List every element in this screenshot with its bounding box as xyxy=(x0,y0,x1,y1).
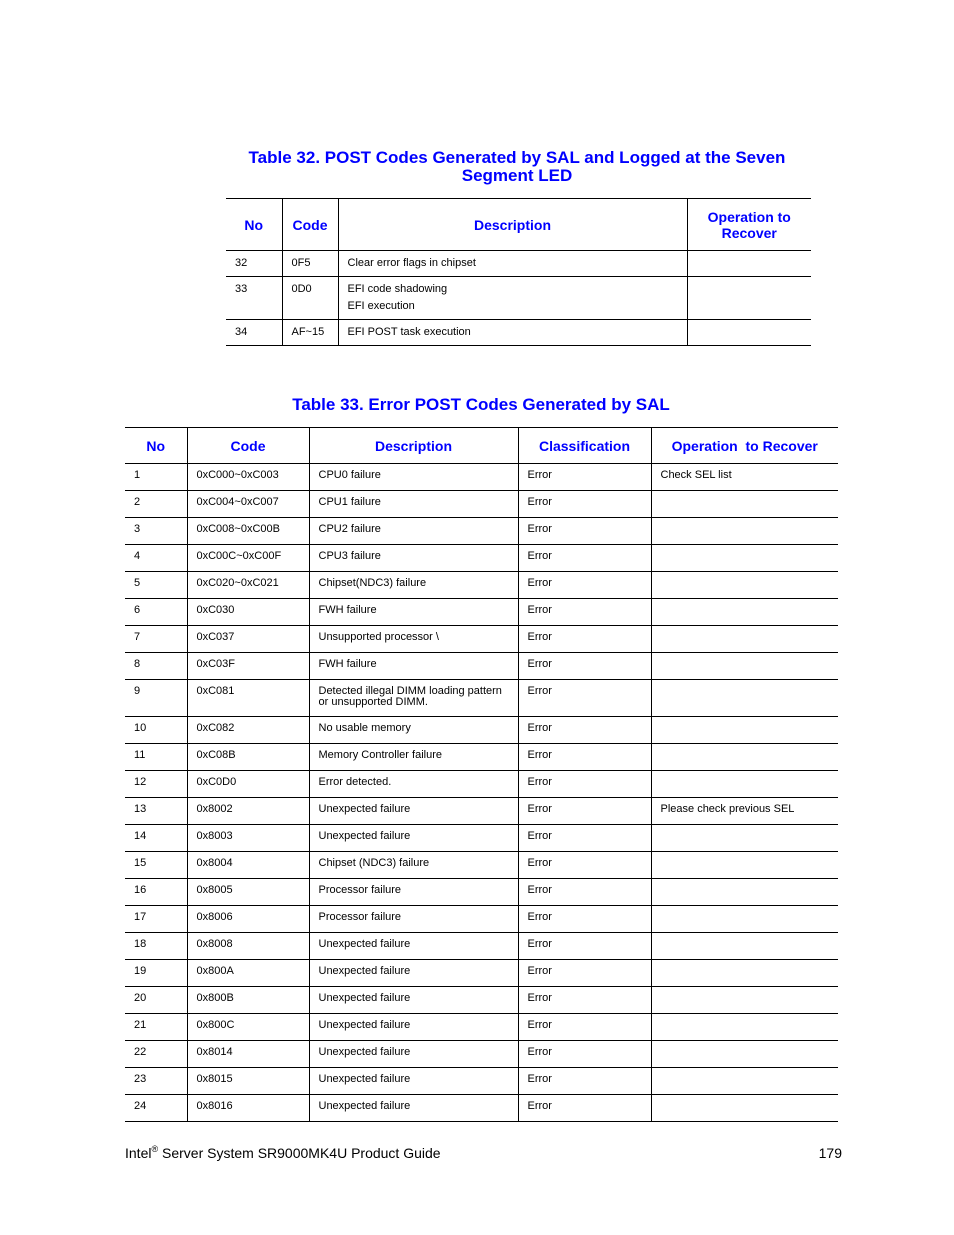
cell-code: 0x8015 xyxy=(187,1068,309,1095)
footer-brand: Intel xyxy=(125,1145,152,1161)
table-row xyxy=(125,1095,838,1122)
cell-code: 0xC037 xyxy=(187,626,309,653)
cell-no: 21 xyxy=(125,1014,187,1041)
cell-classification: Error xyxy=(518,744,651,771)
cell-operation xyxy=(651,771,838,798)
cell-operation xyxy=(651,491,838,518)
cell-description: Error detected. xyxy=(309,771,518,798)
table-33-header-description: Description xyxy=(309,428,518,464)
cell-operation xyxy=(651,960,838,987)
cell-operation xyxy=(651,744,838,771)
cell-description: CPU1 failure xyxy=(309,491,518,518)
table-33-header-row xyxy=(125,428,838,464)
cell-no: 13 xyxy=(125,798,187,825)
cell-classification: Error xyxy=(518,717,651,744)
cell-classification: Error xyxy=(518,545,651,572)
cell-code: 0D0 xyxy=(282,277,338,320)
cell-no: 34 xyxy=(226,320,282,346)
table-row xyxy=(125,1014,838,1041)
page-number: 179 xyxy=(818,1145,842,1161)
cell-description: Processor failure xyxy=(309,879,518,906)
table-row xyxy=(125,680,838,717)
cell-operation xyxy=(651,1041,838,1068)
cell-description: FWH failure xyxy=(309,653,518,680)
description-line: EFI code shadowing xyxy=(347,283,448,295)
cell-description: Unexpected failure xyxy=(309,1068,518,1095)
cell-code: 0xC030 xyxy=(187,599,309,626)
cell-no: 15 xyxy=(125,852,187,879)
cell-code: 0xC000~0xC003 xyxy=(187,464,309,491)
cell-code: 0x8008 xyxy=(187,933,309,960)
cell-operation: Please check previous SEL xyxy=(651,798,838,825)
cell-no: 5 xyxy=(125,572,187,599)
table-row xyxy=(125,798,838,825)
cell-no: 17 xyxy=(125,906,187,933)
table-row xyxy=(125,653,838,680)
cell-description: Chipset (NDC3) failure xyxy=(309,852,518,879)
cell-classification: Error xyxy=(518,653,651,680)
cell-code: 0xC03F xyxy=(187,653,309,680)
cell-code: 0xC004~0xC007 xyxy=(187,491,309,518)
table-row xyxy=(125,744,838,771)
table-32-title xyxy=(40,149,954,185)
cell-code: 0x8004 xyxy=(187,852,309,879)
cell-code: 0x800A xyxy=(187,960,309,987)
cell-no: 33 xyxy=(226,277,282,320)
cell-operation xyxy=(651,599,838,626)
cell-code: 0xC008~0xC00B xyxy=(187,518,309,545)
cell-classification: Error xyxy=(518,626,651,653)
table-32-body xyxy=(226,251,811,346)
table-33-header-no: No xyxy=(125,428,187,464)
cell-code: 0x8003 xyxy=(187,825,309,852)
cell-no: 11 xyxy=(125,744,187,771)
cell-description: Unexpected failure xyxy=(309,933,518,960)
table-row xyxy=(226,277,811,320)
table-row xyxy=(125,464,838,491)
cell-no: 18 xyxy=(125,933,187,960)
cell-description xyxy=(338,277,687,320)
table-32 xyxy=(226,198,811,346)
table-row xyxy=(125,599,838,626)
cell-classification: Error xyxy=(518,798,651,825)
table-row xyxy=(125,825,838,852)
cell-classification: Error xyxy=(518,464,651,491)
cell-code: 0x8005 xyxy=(187,879,309,906)
cell-no: 12 xyxy=(125,771,187,798)
cell-no: 14 xyxy=(125,825,187,852)
cell-operation xyxy=(651,680,838,717)
cell-description: Chipset(NDC3) failure xyxy=(309,572,518,599)
table-33 xyxy=(125,427,838,1122)
cell-no: 2 xyxy=(125,491,187,518)
footer-title: Server System SR9000MK4U Product Guide xyxy=(158,1145,441,1161)
footer-document-title xyxy=(125,1144,441,1162)
table-row xyxy=(125,960,838,987)
cell-classification: Error xyxy=(518,1041,651,1068)
cell-operation xyxy=(651,572,838,599)
cell-description xyxy=(338,251,687,277)
cell-operation xyxy=(651,825,838,852)
table-row xyxy=(125,518,838,545)
description-line: EFI execution xyxy=(347,300,415,312)
cell-operation xyxy=(651,879,838,906)
cell-code: 0xC020~0xC021 xyxy=(187,572,309,599)
cell-no: 8 xyxy=(125,653,187,680)
table-row xyxy=(226,320,811,346)
cell-classification: Error xyxy=(518,1095,651,1122)
table-32-header-operation-line1: Operation to xyxy=(707,208,791,225)
table-33-header-code: Code xyxy=(187,428,309,464)
cell-classification: Error xyxy=(518,960,651,987)
table-32-header-operation-line2: Recover xyxy=(721,224,777,241)
table-32-header-row xyxy=(226,199,811,251)
table-33-body xyxy=(125,464,838,1122)
registered-mark: ® xyxy=(151,1144,159,1154)
cell-operation xyxy=(651,518,838,545)
cell-no: 4 xyxy=(125,545,187,572)
cell-code: 0xC082 xyxy=(187,717,309,744)
cell-operation xyxy=(651,906,838,933)
cell-code: 0xC0D0 xyxy=(187,771,309,798)
cell-no: 22 xyxy=(125,1041,187,1068)
cell-no: 1 xyxy=(125,464,187,491)
cell-description: Memory Controller failure xyxy=(309,744,518,771)
cell-description: Detected illegal DIMM loading pattern or unsupported DIMM. xyxy=(309,680,518,717)
cell-classification: Error xyxy=(518,491,651,518)
cell-no: 10 xyxy=(125,717,187,744)
table-33-header-classification: Classification xyxy=(518,428,651,464)
table-32-title-line1: Table 32. POST Codes Generated by SAL and Logged at the Seven xyxy=(248,148,786,167)
table-row xyxy=(125,1041,838,1068)
cell-operation xyxy=(651,653,838,680)
cell-classification: Error xyxy=(518,933,651,960)
table-32-header-description: Description xyxy=(338,199,687,251)
cell-no: 19 xyxy=(125,960,187,987)
cell-description: CPU3 failure xyxy=(309,545,518,572)
table-33-header-operation: Operation to Recover xyxy=(651,428,838,464)
cell-code: AF~15 xyxy=(282,320,338,346)
cell-operation: Check SEL list xyxy=(651,464,838,491)
cell-operation xyxy=(687,277,811,320)
description-line: Clear error flags in chipset xyxy=(347,257,476,269)
table-row xyxy=(125,1068,838,1095)
cell-no: 9 xyxy=(125,680,187,717)
table-row xyxy=(125,717,838,744)
cell-description: CPU2 failure xyxy=(309,518,518,545)
cell-code: 0xC00C~0xC00F xyxy=(187,545,309,572)
cell-classification: Error xyxy=(518,879,651,906)
cell-code: 0F5 xyxy=(282,251,338,277)
cell-description: Unexpected failure xyxy=(309,1095,518,1122)
cell-classification: Error xyxy=(518,518,651,545)
cell-no: 16 xyxy=(125,879,187,906)
cell-no: 23 xyxy=(125,1068,187,1095)
cell-operation xyxy=(651,717,838,744)
cell-description: Unexpected failure xyxy=(309,1041,518,1068)
cell-operation xyxy=(687,251,811,277)
cell-classification: Error xyxy=(518,825,651,852)
cell-classification: Error xyxy=(518,680,651,717)
cell-code: 0x800C xyxy=(187,1014,309,1041)
table-row xyxy=(125,906,838,933)
cell-no: 20 xyxy=(125,987,187,1014)
cell-code: 0x8016 xyxy=(187,1095,309,1122)
cell-description: No usable memory xyxy=(309,717,518,744)
cell-description: Unexpected failure xyxy=(309,1014,518,1041)
cell-operation xyxy=(651,1068,838,1095)
cell-description: Unexpected failure xyxy=(309,798,518,825)
cell-description: Unexpected failure xyxy=(309,987,518,1014)
cell-code: 0x8006 xyxy=(187,906,309,933)
cell-code: 0x800B xyxy=(187,987,309,1014)
cell-code: 0x8014 xyxy=(187,1041,309,1068)
table-row xyxy=(125,491,838,518)
cell-code: 0xC08B xyxy=(187,744,309,771)
cell-classification: Error xyxy=(518,852,651,879)
cell-description: Unsupported processor \ xyxy=(309,626,518,653)
table-32-header-operation xyxy=(687,199,811,251)
cell-no: 3 xyxy=(125,518,187,545)
cell-no: 24 xyxy=(125,1095,187,1122)
cell-operation xyxy=(651,1014,838,1041)
cell-classification: Error xyxy=(518,572,651,599)
cell-classification: Error xyxy=(518,771,651,798)
cell-operation xyxy=(651,545,838,572)
table-33-title: Table 33. Error POST Codes Generated by SAL xyxy=(292,395,670,414)
cell-code: 0x8002 xyxy=(187,798,309,825)
table-32-title-line2: Segment LED xyxy=(461,166,573,185)
cell-operation xyxy=(651,933,838,960)
cell-no: 7 xyxy=(125,626,187,653)
table-32-header-no: No xyxy=(226,199,282,251)
table-row xyxy=(125,987,838,1014)
cell-operation xyxy=(687,320,811,346)
table-row xyxy=(226,251,811,277)
cell-no: 32 xyxy=(226,251,282,277)
cell-description: FWH failure xyxy=(309,599,518,626)
cell-description: Unexpected failure xyxy=(309,825,518,852)
table-row xyxy=(125,879,838,906)
cell-classification: Error xyxy=(518,906,651,933)
cell-operation xyxy=(651,1095,838,1122)
cell-description: CPU0 failure xyxy=(309,464,518,491)
cell-description xyxy=(338,320,687,346)
table-row xyxy=(125,933,838,960)
description-line: EFI POST task execution xyxy=(347,326,471,338)
cell-classification: Error xyxy=(518,599,651,626)
table-32-header-code: Code xyxy=(282,199,338,251)
cell-operation xyxy=(651,626,838,653)
cell-description: Unexpected failure xyxy=(309,960,518,987)
cell-classification: Error xyxy=(518,1014,651,1041)
cell-description: Processor failure xyxy=(309,906,518,933)
cell-classification: Error xyxy=(518,987,651,1014)
cell-no: 6 xyxy=(125,599,187,626)
cell-classification: Error xyxy=(518,1068,651,1095)
table-row xyxy=(125,626,838,653)
cell-operation xyxy=(651,852,838,879)
table-row xyxy=(125,852,838,879)
table-row xyxy=(125,771,838,798)
table-row xyxy=(125,572,838,599)
cell-code: 0xC081 xyxy=(187,680,309,717)
table-row xyxy=(125,545,838,572)
cell-operation xyxy=(651,987,838,1014)
